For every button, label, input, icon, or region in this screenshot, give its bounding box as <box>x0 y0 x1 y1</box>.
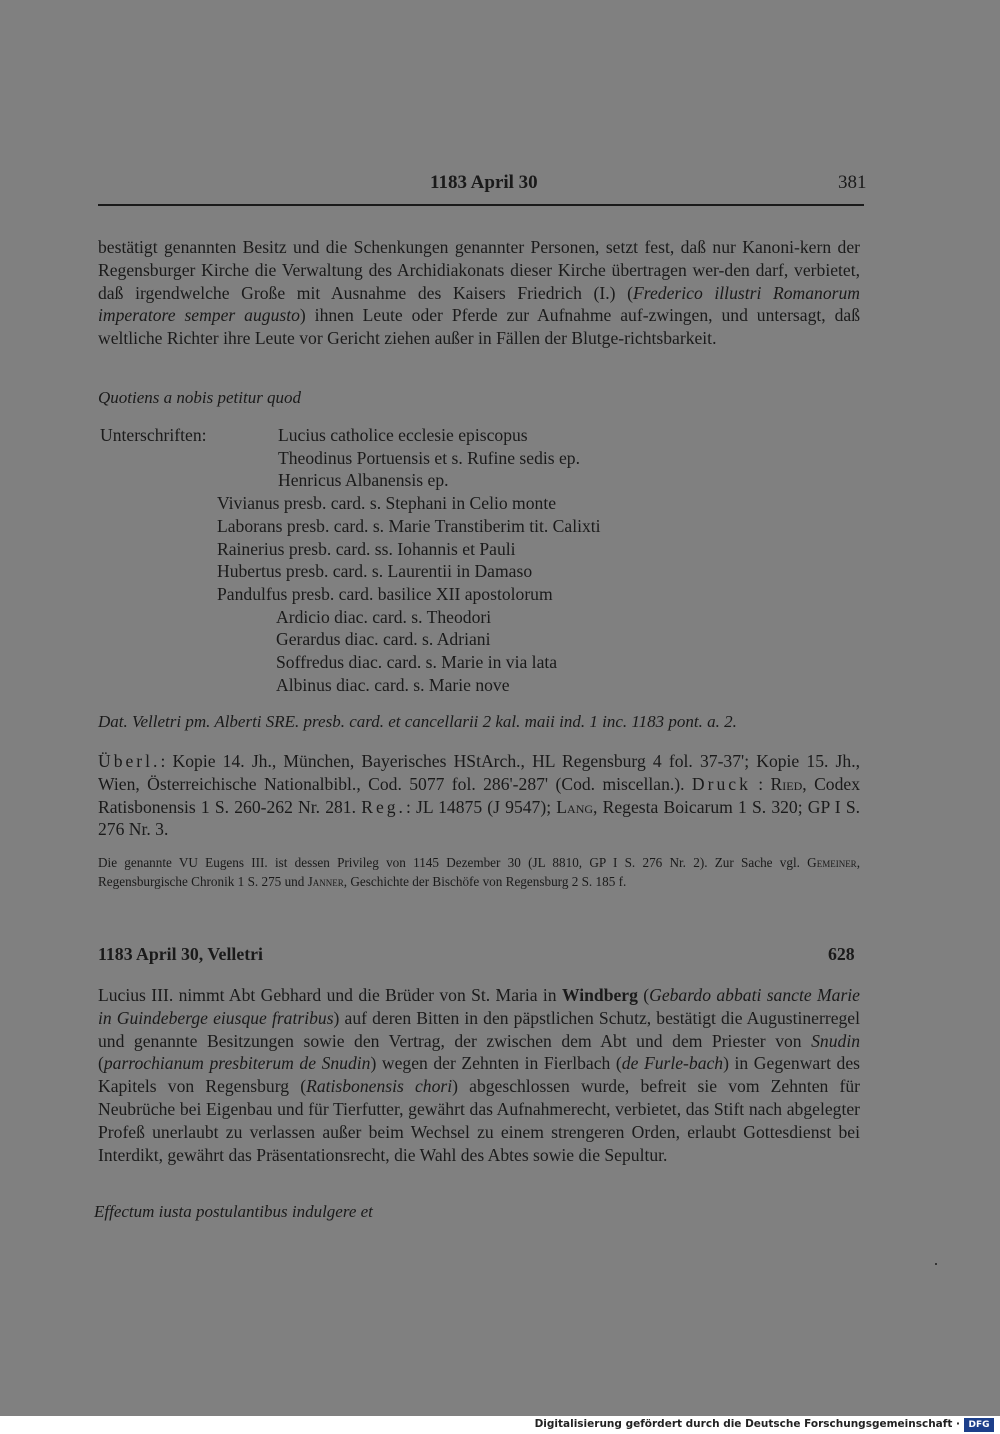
regest-628-italic: Gebardo abbati sancte Marie in Guindeberge eiusque fratribus <box>98 985 860 1028</box>
druck-label: Druck <box>691 773 751 794</box>
note-author-1: Gemeiner <box>807 855 857 870</box>
reg-text-1: : JL 14875 (J 9547); <box>405 796 557 817</box>
signature-line: Theodinus Portuensis et s. Rufine sedis ep. <box>278 447 580 468</box>
regest-628-text: ( <box>98 1053 104 1074</box>
regest-628-text: ( <box>637 985 650 1005</box>
druck-text: , Codex Ratisbonensis 1 S. 260-262 Nr. 281. <box>98 773 860 817</box>
note-text-3: , Geschichte der Bischöfe von Regensburg 2 S. 185 f. <box>343 873 627 889</box>
page-number: 381 <box>838 172 867 193</box>
reg-author: Lang <box>556 796 594 817</box>
signature-line: Albinus diac. card. s. Marie nove <box>276 674 510 695</box>
signatures-label: Unterschriften: <box>100 425 207 445</box>
note-author-2: Janner <box>307 873 344 889</box>
signature-line: Hubertus presb. card. s. Laurentii in Damaso <box>217 561 533 582</box>
regest-628-italic: de Furle-bach <box>621 1053 724 1074</box>
incipit-627: Quotiens a nobis petitur quod <box>98 388 302 407</box>
regest-628-italic: Snudin <box>811 1030 860 1051</box>
regest-628-text: ) abgeschlossen wurde, befreit sie vom Zehnten für Neubrüche bei Eigenbau und für Tierfutter, gewährt das Aufnahmerecht, verbietet, das Stift nach abgelegter Profeß unerlaubt zu verlassen außer beim Wechsel zu einem strengeren Orden, erlaubt Gottesdienst bei Interdikt, gewährt das Präsentationsrecht, die Wahl des Abtes sowie die Sepultur. <box>98 1076 860 1165</box>
note-text-2: , Regensburgische Chronik 1 S. 275 und <box>98 855 860 889</box>
document-heading: 1183 April 30, Velletri <box>98 944 263 964</box>
signature-line: Ardicio diac. card. s. Theodori <box>276 606 492 627</box>
dating-clause: Dat. Velletri pm. Alberti SRE. presb. card. et cancellarii 2 kal. maii ind. 1 inc. 1183 pont. a. 2. <box>98 712 737 731</box>
regest-628-text: ) wegen der Zehnten in Fierlbach ( <box>370 1053 622 1074</box>
running-head-title: 1183 April 30 <box>430 172 538 193</box>
signature-line: Rainerius presb. card. ss. Iohannis et Pauli <box>217 538 516 559</box>
ueberl-label: Überl. <box>98 751 161 771</box>
druck-author: Ried <box>770 773 803 794</box>
scan-speck <box>935 1263 937 1265</box>
funding-credit: Digitalisierung gefördert durch die Deutsche Forschungsgemeinschaft · <box>534 1418 960 1430</box>
dfg-logo: DFG <box>964 1418 994 1432</box>
commentary-note <box>98 854 860 891</box>
header-rule <box>98 204 864 206</box>
signature-line: Gerardus diac. card. s. Adriani <box>276 629 491 650</box>
place-name-bold: Windberg <box>561 985 638 1005</box>
regest-paragraph-627 <box>98 236 860 350</box>
footer-bar <box>0 1416 1000 1434</box>
signature-line: Soffredus diac. card. s. Marie in via lata <box>276 652 558 672</box>
signature-line: Lucius catholice ecclesie episcopus <box>278 425 528 445</box>
regest-text-1: bestätigt genannten Besitz und die Schenkungen genannter Personen, setzt fest, daß nur Kanoni-kern der Regensburger Kirche die Verwaltung des Archidiakonats dieser Kirche übertragen wer-den darf, verbietet, daß irgendwelche Große mit Ausnahme des Kaisers Friedrich (I.) ( <box>98 237 860 303</box>
tradition-paragraph: Überl.: Kopie 14. Jh., München, Bayerisches HStArch., HL Regensburg 4 fol. 37-37'; Kopie 15. Jh., Wien, Österreichische Nationalbibl., Cod. 5077 fol. 286'-287' (Cod. miscellan.). Druck : Ried, Codex Ratisbonensis 1 S. 260-262 Nr. 281. Reg.: JL 14875 (J 9547); Lang, Regesta Boicarum 1 S. 320; GP I S. 276 Nr. 3. <box>98 751 861 840</box>
regest-628-text: Lucius III. nimmt Abt Gebhard und die Brüder von St. Maria in <box>98 985 562 1005</box>
ueberl-text: : Kopie 14. Jh., München, Bayerisches HStArch., HL Regensburg 4 fol. 37-37'; Kopie 15. Jh., Wien, Österreichische Nationalbibl., Cod. 5077 fol. 286'-287' (Cod. miscellan.). <box>98 751 860 794</box>
reg-label: Reg. <box>361 796 406 817</box>
regest-paragraph-628 <box>98 984 860 1166</box>
document-number: 628 <box>828 944 855 964</box>
regest-628-text: ) in Gegenwart des Kapitels von Regensburg ( <box>98 1053 861 1097</box>
signature-line: Henricus Albanensis ep. <box>278 470 449 491</box>
regest-628-italic: Ratisbonensis chori <box>306 1076 453 1097</box>
signature-line: Vivianus presb. card. s. Stephani in Celio monte <box>217 493 557 514</box>
regest-text-2: ) ihnen Leute oder Pferde zur Aufnahme auf-zwingen, und untersagt, daß weltliche Richter ihre Leute vor Gericht ziehen außer in Fällen der Blutge-richtsbarkeit. <box>98 305 860 349</box>
regest-628-italic: parrochianum presbiterum de Snudin <box>103 1053 371 1074</box>
signature-line: Laborans presb. card. s. Marie Transtiberim tit. Calixti <box>217 515 601 536</box>
regest-italic: Frederico illustri Romanorum imperatore semper augusto <box>98 282 860 326</box>
note-text-1: Die genannte VU Eugens III. ist dessen Privileg von 1145 Dezember 30 (JL 8810, GP I S. 276 Nr. 2). Zur Sache vgl. <box>98 855 808 870</box>
signature-line: Pandulfus presb. card. basilice XII apostolorum <box>217 583 553 604</box>
regest-628-text: ) auf deren Bitten in den päpstlichen Schutz, bestätigt die Augustinerregel und genannte Besitzungen sowie den Vertrag, der zwischen dem Abt und dem Priester von <box>98 1007 860 1051</box>
reg-text-2: , Regesta Boicarum 1 S. 320; GP I S. 276 Nr. 3. <box>98 796 861 840</box>
incipit-628: Effectum iusta postulantibus indulgere et <box>94 1202 373 1221</box>
